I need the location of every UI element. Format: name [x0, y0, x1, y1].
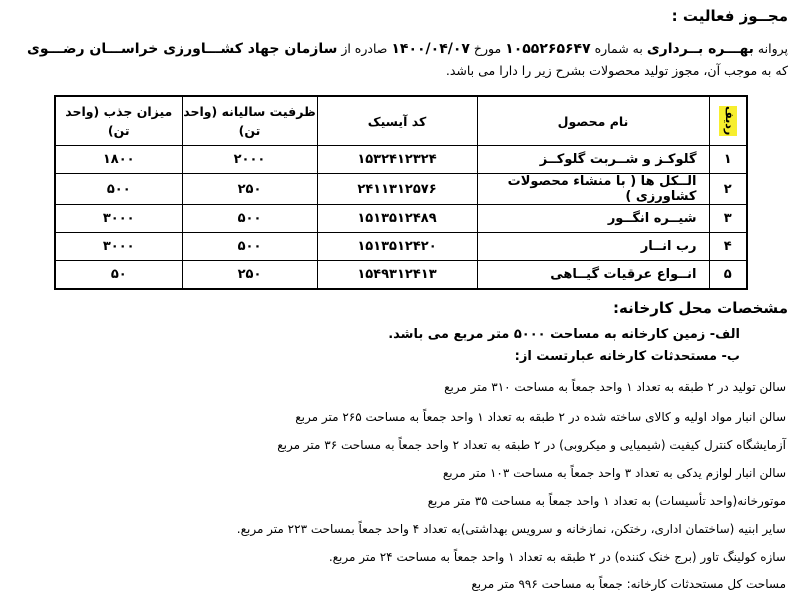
header-annual-capacity: ظرفیت سالیانه (واحد تن)	[182, 96, 317, 146]
building-line: سالن تولید در ۲ طبقه به تعداد ۱ واحد جمعاً به مساحت ۳۱۰ متر مربع	[444, 380, 786, 394]
permit-number: ۱۰۵۵۲۶۵۶۴۷	[505, 41, 591, 57]
table-header-row	[55, 96, 747, 146]
intro-text: پروانه	[753, 41, 788, 56]
cell-isic-code: ۱۵۴۹۳۱۲۴۱۳	[317, 261, 477, 290]
cell-row-number: ۴	[709, 233, 747, 261]
permit-intro	[14, 38, 788, 82]
cell-capacity: ۵۰۰	[182, 205, 317, 233]
intro-text: صادره از	[337, 41, 392, 56]
cell-isic-code: ۱۵۳۲۴۱۲۳۲۴	[317, 146, 477, 174]
cell-product-name: انــواع عرقیات گیــاهی	[477, 261, 709, 290]
cell-product-name: گلوکـز و شــربت گلوکــز	[477, 146, 709, 174]
permit-title: مجــوز فعالیت :	[671, 7, 788, 25]
cell-isic-code: ۲۴۱۱۳۱۲۵۷۶	[317, 174, 477, 205]
building-line: سالن انبار مواد اولیه و کالای ساخته شده در ۲ طبقه به تعداد ۱ واحد جمعاً به مساحت ۲۶۵ متر مربع	[295, 410, 786, 424]
total-area-line: مساحت کل مستحدثات کارخانه: جمعاً به مساحت ۹۹۶ متر مربع	[471, 577, 786, 591]
cell-row-number: ۵	[709, 261, 747, 290]
cell-row-number: ۳	[709, 205, 747, 233]
building-line: سایر ابنیه (ساختمان اداری، رختکن، نمازخانه و سرویس بهداشتی)به تعداد ۴ واحد جمعاً بمساحت ۲۲۳ متر مربع.	[236, 522, 786, 536]
cell-capacity: ۲۰۰۰	[182, 146, 317, 174]
cell-product-name: الــکل ها ( با منشاء محصولات کشاورزی )	[477, 174, 709, 205]
products-table	[54, 95, 748, 290]
header-isic-code: کد آیسیک	[317, 96, 477, 146]
cell-absorption: ۱۸۰۰	[55, 146, 182, 174]
header-absorption: میزان جذب (واحد تن)	[55, 96, 182, 146]
factory-title: مشخصات محل کارخانه:	[613, 299, 788, 317]
issuing-organization: سازمان جهاد کشـــاورزی خراســـان رضـــوی	[26, 41, 338, 57]
cell-isic-code: ۱۵۱۳۵۱۲۴۲۰	[317, 233, 477, 261]
cell-absorption: ۵۰۰	[55, 174, 182, 205]
header-product-name: نام محصول	[477, 96, 709, 146]
intro-text: که به موجب آن، مجوز تولید محصولات بشرح زیر را دارا می باشد.	[445, 63, 788, 78]
table-row	[55, 146, 747, 174]
cell-row-number: ۱	[709, 146, 747, 174]
building-line: سالن انبار لوازم یدکی به تعداد ۳ واحد جمعاً به مساحت ۱۰۳ متر مربع	[442, 466, 786, 480]
intro-permit-type: بهـــره بــرداری	[646, 41, 754, 57]
cell-capacity: ۲۵۰	[182, 174, 317, 205]
permit-date: ۱۴۰۰/۰۴/۰۷	[391, 41, 470, 57]
building-line: موتورخانه(واحد تأسیسات) به تعداد ۱ واحد جمعاً به مساحت ۳۵ متر مربع	[427, 494, 786, 508]
building-line: سازه کولینگ تاور (برج خنک کننده) در ۲ طبقه به تعداد ۱ واحد جمعاً به مساحت ۲۴ متر مربع.	[328, 550, 786, 564]
cell-row-number: ۲	[709, 174, 747, 205]
table-row	[55, 174, 747, 205]
header-row-number: ردیف	[709, 96, 747, 146]
cell-absorption: ۳۰۰۰	[55, 233, 182, 261]
table-row	[55, 261, 747, 290]
cell-product-name: شیــره انگــور	[477, 205, 709, 233]
cell-capacity: ۵۰۰	[182, 233, 317, 261]
table-row	[55, 233, 747, 261]
cell-product-name: رب انــار	[477, 233, 709, 261]
intro-text: به شماره	[590, 41, 647, 56]
cell-absorption: ۵۰	[55, 261, 182, 290]
factory-land-line: الف- زمین کارخانه به مساحت ۵۰۰۰ متر مربع می باشد.	[388, 327, 740, 342]
cell-capacity: ۲۵۰	[182, 261, 317, 290]
table-row	[55, 205, 747, 233]
intro-text: مورخ	[469, 41, 506, 56]
cell-absorption: ۳۰۰۰	[55, 205, 182, 233]
cell-isic-code: ۱۵۱۳۵۱۲۴۸۹	[317, 205, 477, 233]
factory-buildings-title: ب- مستحدثات کارخانه عبارتست از:	[514, 349, 740, 364]
building-line: آزمایشگاه کنترل کیفیت (شیمیایی و میکروبی) در ۲ طبقه به تعداد ۲ واحد جمعاً به مساحت ۳۶ متر مربع	[277, 438, 786, 452]
